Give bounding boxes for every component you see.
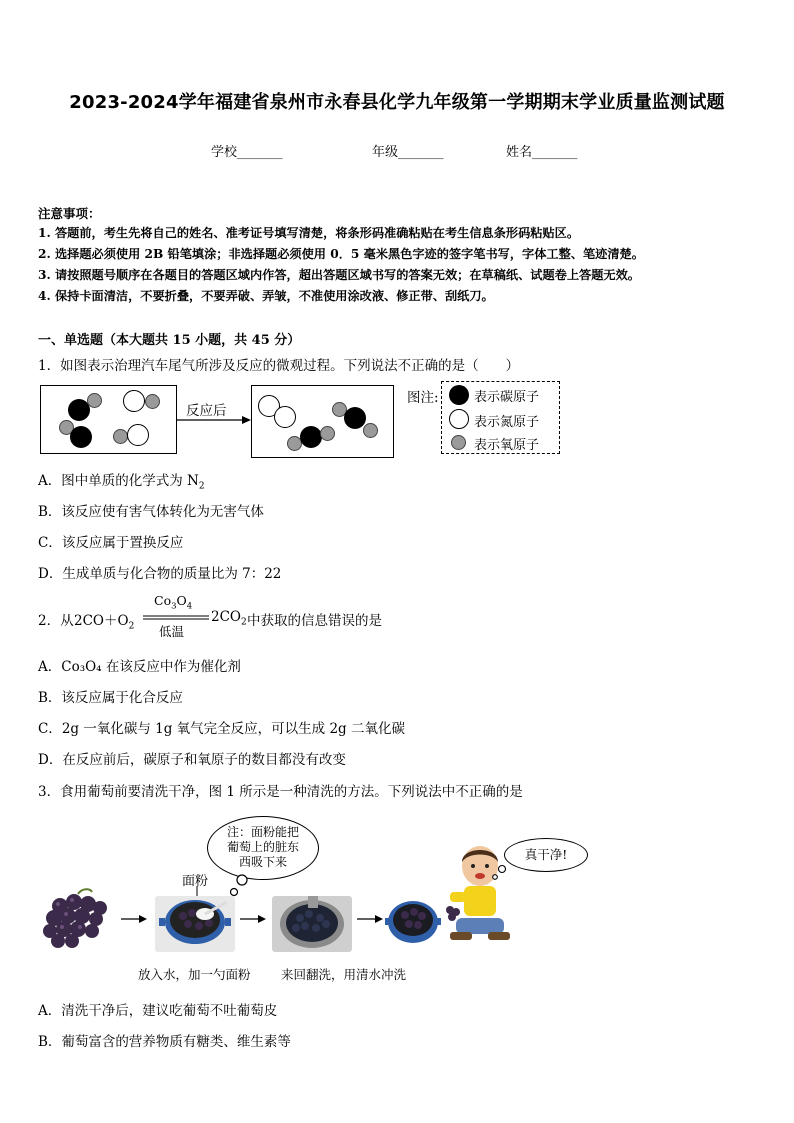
carbon-atom: [70, 426, 92, 448]
legend-carbon: 表示碳原子: [474, 390, 540, 405]
q2-lhs: $2CO+O_2$: [74, 613, 135, 632]
q2-equals-sign: [143, 614, 209, 622]
grapes-image: [40, 886, 116, 950]
reactants-box: [40, 385, 177, 454]
arrow-icon: [240, 914, 266, 924]
carbon-atom: [344, 407, 366, 429]
section-title: 一、单选题（本大题共 15 小题，共 45 分）: [38, 333, 301, 348]
bubble-tail: [226, 874, 250, 900]
flour-label: 面粉: [182, 874, 209, 889]
q3-option-a: A．清洗干净后，建议吃葡萄不吐葡萄皮: [38, 1003, 278, 1019]
q2-option-a: A．Co₃O₄ 在该反应中作为催化剂: [38, 659, 241, 675]
nitrogen-atom: [123, 390, 145, 412]
grade-field: 年级_______: [372, 145, 444, 160]
clean-grapes-pot-image: [385, 896, 441, 946]
oxygen-atom: [113, 429, 128, 444]
oxygen-legend-icon: [451, 435, 466, 450]
step2-caption: 来回翻洗，用清水冲洗: [281, 967, 407, 982]
note-line-2: 葡萄上的脏东: [226, 840, 299, 854]
q1-stem: 1．如图表示治理汽车尾气所涉及反应的微观过程。下列说法不正确的是（ ）: [38, 358, 520, 374]
step1-caption: 放入水，加一勺面粉: [138, 967, 251, 982]
kid-speech-bubble: [504, 838, 588, 872]
note-line-3: 西吸下来: [238, 855, 287, 869]
q1-option-b: B．该反应使有害气体转化为无害气体: [38, 504, 264, 520]
oxygen-atom: [363, 423, 378, 438]
q1-option-c: C．该反应属于置换反应: [38, 535, 184, 551]
oxygen-atom: [87, 393, 102, 408]
notice-item-4: 4. 保持卡面清洁，不要折叠，不要弄破、弄皱，不准使用涂改液、修正带、刮纸刀。: [38, 289, 494, 303]
legend-box: [441, 381, 560, 454]
legend-nitrogen: 表示氮原子: [474, 415, 540, 430]
q2-rhs: $2CO_2$: [211, 609, 247, 628]
q2-option-b: B．该反应属于化合反应: [38, 690, 183, 706]
notice-heading: 注意事项：: [38, 206, 101, 221]
reaction-label: 反应后: [186, 403, 227, 419]
notice-item-2: 2. 选择题必须使用 2B 铅笔填涂；非选择题必须使用 0．5 毫米黑色字迹的签字笔书写，字体工整、笔迹清楚。: [38, 247, 644, 261]
note-bubble: [207, 816, 319, 880]
nitrogen-atom: [127, 424, 149, 446]
legend-title: 图注:: [407, 390, 439, 406]
nitrogen-legend-icon: [449, 409, 469, 429]
notice-item-1: 1. 答题前，考生先将自己的姓名、准考证号填写清楚，将条形码准确粘贴在考生信息条形码粘贴区。: [38, 226, 580, 240]
note-line-1: 注：面粉能把: [226, 825, 299, 839]
speech-tail: [490, 864, 510, 882]
school-field: 学校_______: [211, 145, 283, 160]
q1-option-a: A．图中单质的化学式为 $N_2$: [38, 473, 205, 492]
carbon-legend-icon: [449, 385, 469, 405]
kid-speech-text: 真干净!: [524, 847, 568, 862]
carbon-atom: [300, 426, 322, 448]
name-field: 姓名_______: [506, 145, 578, 160]
q3-option-b: B．葡萄富含的营养物质有糖类、维生素等: [38, 1034, 291, 1050]
q2-condition: 低温: [159, 624, 185, 639]
q2-catalyst: $Co_3O_4$: [154, 593, 193, 612]
q3-stem: 3．食用葡萄前要清洗干净，图 1 所示是一种清洗的方法。下列说法中不正确的是: [38, 784, 523, 800]
arrow-icon: [357, 914, 383, 924]
reaction-arrow: [176, 414, 252, 426]
notice-item-3: 3. 请按照题号顺序在各题目的答题区域内作答，超出答题区域书写的答案无效；在草稿纸、试题卷上答题无效。: [38, 268, 640, 282]
q2-prefix: 2．从: [38, 613, 74, 629]
nitrogen-atom: [274, 406, 296, 428]
legend-oxygen: 表示氧原子: [474, 438, 540, 453]
page-title: 2023-2024学年福建省泉州市永春县化学九年级第一学期期末学业质量监测试题: [69, 92, 725, 113]
products-box: [251, 385, 394, 458]
arrow-icon: [121, 914, 147, 924]
q2-option-c: C．2g 一氧化碳与 1g 氧气完全反应，可以生成 2g 二氧化碳: [38, 721, 405, 737]
rinsing-pot-image: [272, 896, 352, 952]
q2-suffix: 中获取的信息错误的是: [247, 613, 382, 629]
oxygen-atom: [145, 394, 160, 409]
q1-option-d: D．生成单质与化合物的质量比为 7：22: [38, 566, 282, 582]
pot-with-flour-image: [155, 896, 235, 952]
q2-option-d: D．在反应前后，碳原子和氧原子的数目都没有改变: [38, 752, 346, 768]
oxygen-atom: [320, 426, 335, 441]
